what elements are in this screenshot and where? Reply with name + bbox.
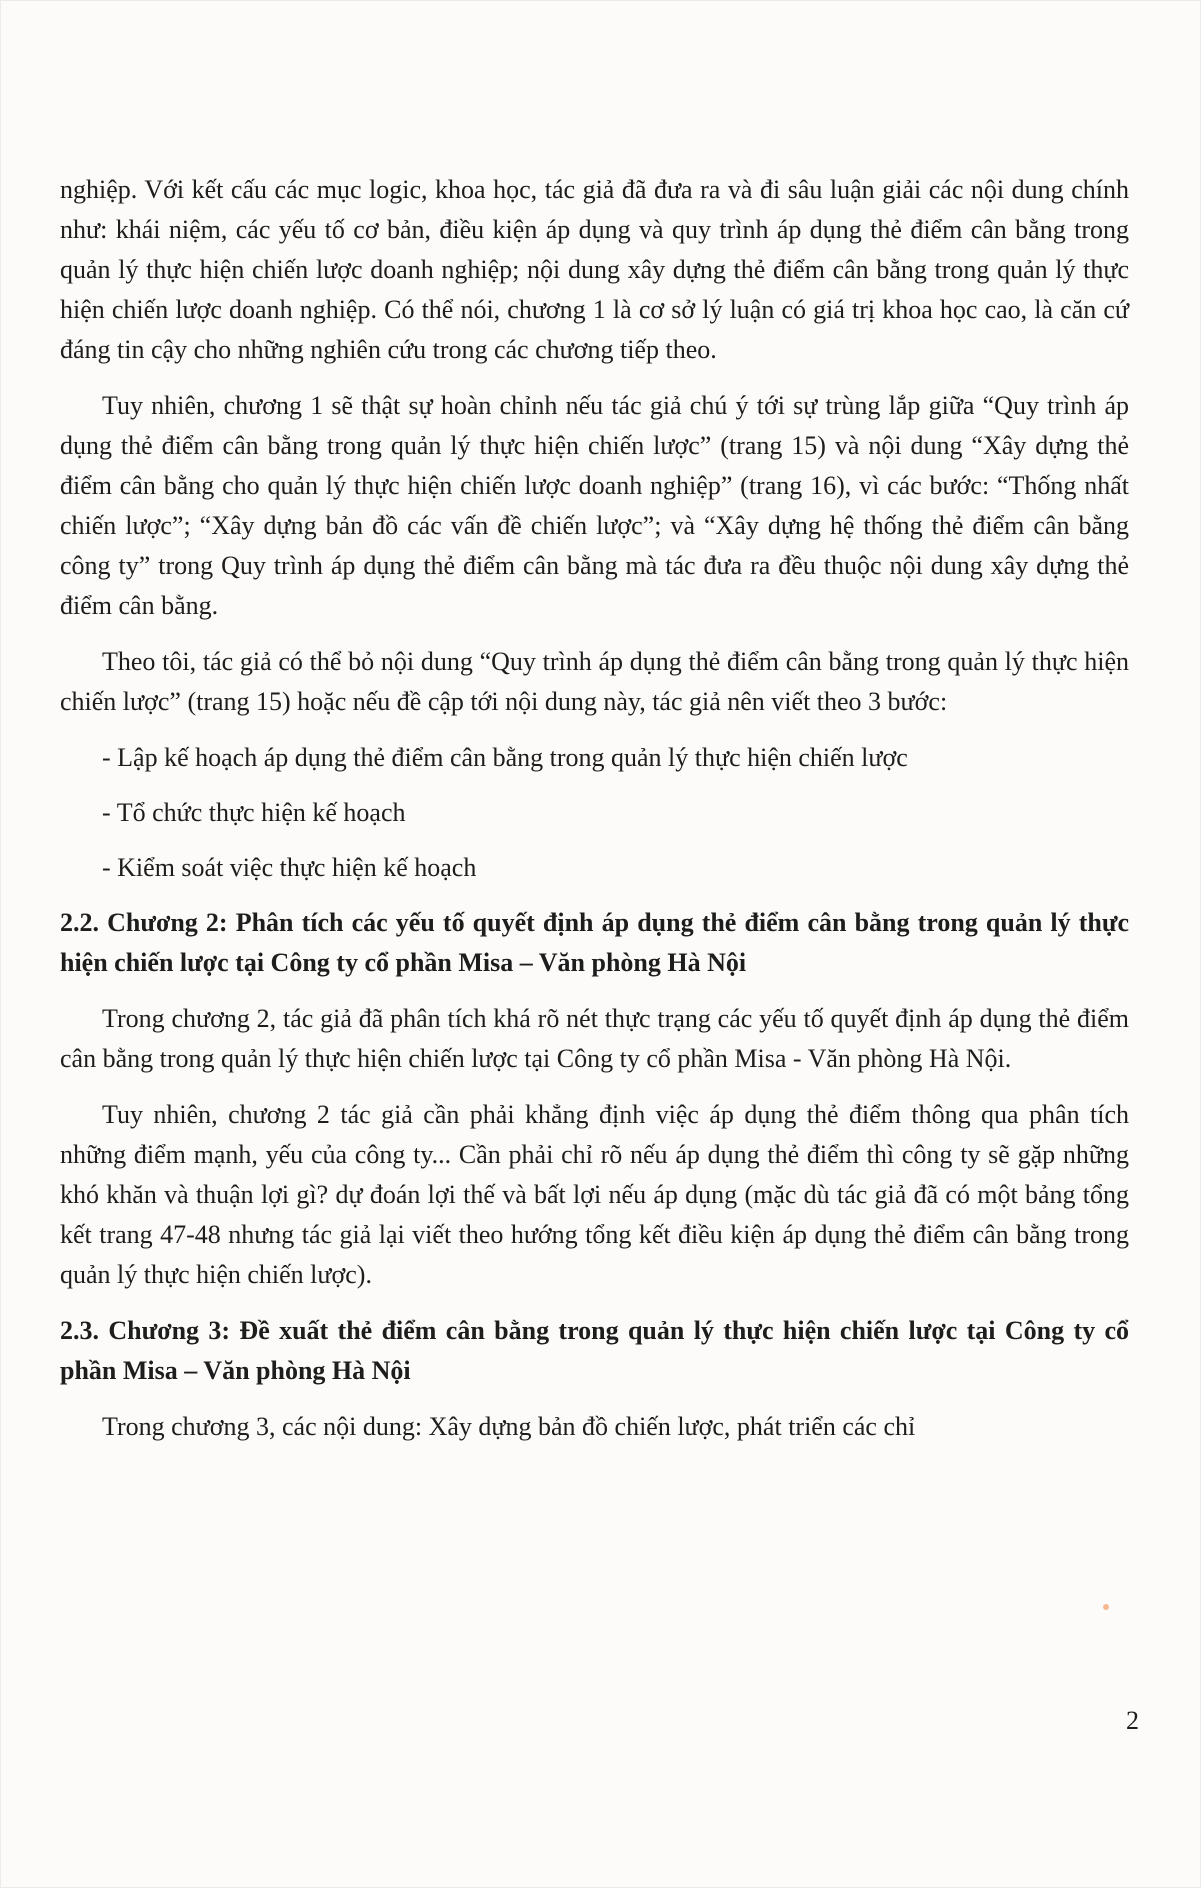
- list-item-step-2: - Tổ chức thực hiện kế hoạch: [102, 798, 406, 827]
- list-item-step-1: - Lập kế hoạch áp dụng thẻ điểm cân bằng trong quản lý thực hiện chiến lược: [102, 743, 908, 772]
- paragraph-chapter3-start: Trong chương 3, các nội dung: Xây dựng bản đồ chiến lược, phát triển các chỉ: [102, 1412, 916, 1441]
- paragraph-chapter2-summary: Trong chương 2, tác giả đã phân tích khá rõ nét thực trạng các yếu tố quyết định áp dụng thẻ điểm cân bằng trong quản lý thực hiện chiến lược tại Công ty cổ phần Misa - Văn phòng Hà Nội.: [60, 1004, 1129, 1073]
- document-body: [60, 170, 1129, 1463]
- paragraph-suggestion: Theo tôi, tác giả có thể bỏ nội dung “Quy trình áp dụng thẻ điểm cân bằng trong quản lý thực hiện chiến lược” (trang 15) hoặc nếu đề cập tới nội dung này, tác giả nên viết theo 3 bước:: [60, 647, 1129, 716]
- section-heading-2-2: 2.2. Chương 2: Phân tích các yếu tố quyết định áp dụng thẻ điểm cân bằng trong quản lý thực hiện chiến lược tại Công ty cổ phần Misa – Văn phòng Hà Nội: [60, 908, 1129, 977]
- ink-speck: [1103, 1604, 1109, 1610]
- paragraph-chapter1-critique: Tuy nhiên, chương 1 sẽ thật sự hoàn chỉnh nếu tác giả chú ý tới sự trùng lắp giữa “Quy trình áp dụng thẻ điểm cân bằng trong quản lý thực hiện chiến lược” (trang 15) và nội dung “Xây dựng thẻ điểm cân bằng cho quản lý thực hiện chiến lược doanh nghiệp” (trang 16), vì các bước: “Thống nhất chiến lược”; “Xây dựng bản đồ các vấn đề chiến lược”; và “Xây dựng hệ thống thẻ điểm cân bằng công ty” trong Quy trình áp dụng thẻ điểm cân bằng mà tác đưa ra đều thuộc nội dung xây dựng thẻ điểm cân bằng.: [60, 391, 1129, 620]
- list-item-step-3: - Kiểm soát việc thực hiện kế hoạch: [102, 853, 477, 882]
- page-number: 2: [1126, 1706, 1139, 1735]
- paragraph-chapter2-critique: Tuy nhiên, chương 2 tác giả cần phải khẳng định việc áp dụng thẻ điểm thông qua phân tích những điểm mạnh, yếu của công ty... Cần phải chỉ rõ nếu áp dụng thẻ điểm thì công ty sẽ gặp những khó khăn và thuận lợi gì? dự đoán lợi thế và bất lợi nếu áp dụng (mặc dù tác giả đã có một bảng tổng kết trang 47-48 nhưng tác giả lại viết theo hướng tổng kết điều kiện áp dụng thẻ điểm cân bằng trong quản lý thực hiện chiến lược).: [60, 1100, 1129, 1289]
- section-heading-2-3: 2.3. Chương 3: Đề xuất thẻ điểm cân bằng trong quản lý thực hiện chiến lược tại Công ty cổ phần Misa – Văn phòng Hà Nội: [60, 1316, 1129, 1385]
- paragraph-chapter1-summary: nghiệp. Với kết cấu các mục logic, khoa học, tác giả đã đưa ra và đi sâu luận giải các nội dung chính như: khái niệm, các yếu tố cơ bản, điều kiện áp dụng và quy trình áp dụng thẻ điểm cân bằng trong quản lý thực hiện chiến lược doanh nghiệp; nội dung xây dựng thẻ điểm cân bằng trong quản lý thực hiện chiến lược doanh nghiệp. Có thể nói, chương 1 là cơ sở lý luận có giá trị khoa học cao, là căn cứ đáng tin cậy cho những nghiên cứu trong các chương tiếp theo.: [60, 175, 1129, 364]
